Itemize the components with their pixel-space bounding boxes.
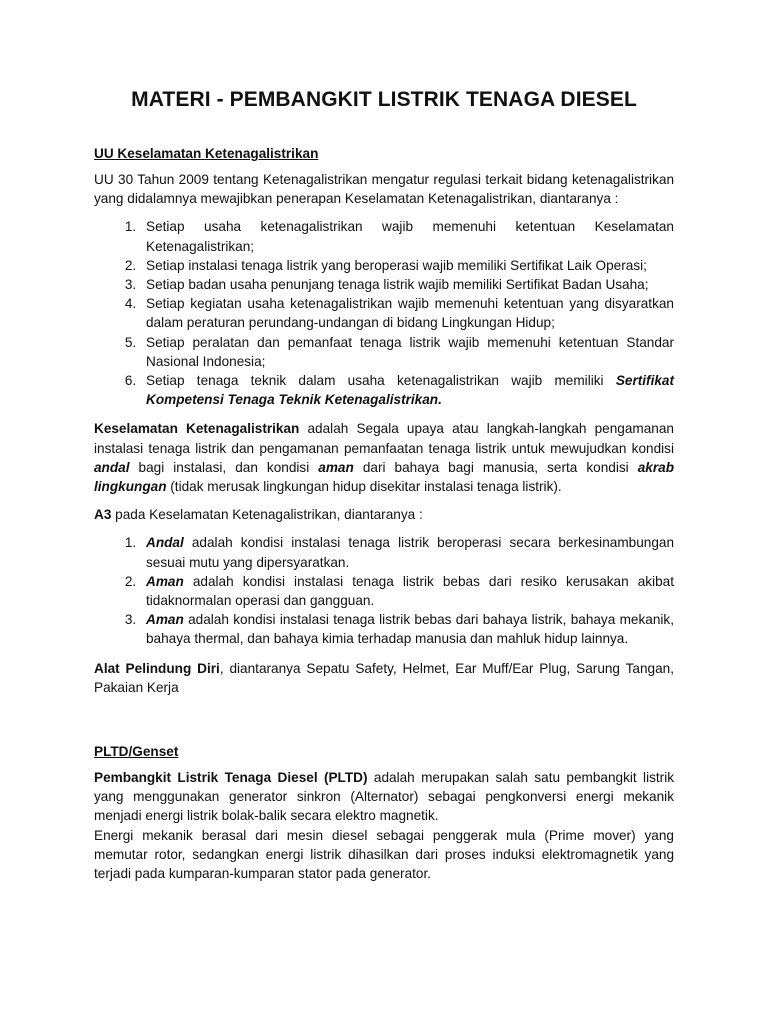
definition-text: adalah Segala upaya atau langkah-langkah pengamanan instalasi tenaga listrik dan pengamanan pemanfaatan tenaga listrik untuk mewujudkan kondisi bbox=[94, 421, 674, 456]
certificate-emphasis: Sertifikat Kompetensi Tenaga Teknik Ketenagalistrikan. bbox=[146, 373, 674, 408]
apd-text: , diantaranya Sepatu Safety, Helmet, Ear Muff/Ear Plug, Sarung Tangan, Pakaian Kerja bbox=[94, 660, 675, 695]
a3-term: A3 bbox=[94, 507, 112, 523]
definition-text: bagi instalasi, dan kondisi bbox=[129, 459, 319, 475]
list-item bbox=[140, 371, 674, 409]
list-item: 4. Setiap kegiatan usaha ketenagalistrikan wajib memenuhi ketentuan yang disyaratkan dalam peraturan perundang-undangan di bidang Lingkungan Hidup; bbox=[140, 294, 674, 332]
uu-intro-paragraph: UU 30 Tahun 2009 tentang Ketenagalistrikan mengatur regulasi terkait bidang ketenagalistrikan yang didalamnya mewajibkan penerapan Keselamatan Ketenagalistrikan, diantaranya : bbox=[94, 172, 674, 207]
pltd-text: adalah merupakan salah satu pembangkit listrik yang menggunakan generator sinkron (Alternator) sebagai pengkonversi energi mekanik menjadi energi listrik bolak-balik secara elektro magnetik. bbox=[94, 770, 675, 824]
apd-paragraph bbox=[94, 659, 674, 697]
uu-obligations-list bbox=[94, 217, 674, 409]
section-heading-pltd: PLTD/Genset bbox=[94, 744, 179, 760]
section-spacer bbox=[94, 706, 674, 744]
a3-item-text: adalah kondisi instalasi tenaga listrik bebas dari bahaya listrik, bahaya mekanik, bahaya thermal, dan bahaya kimia terhadap manusia dan mahluk hidup lainnya. bbox=[146, 612, 674, 647]
pltd-definition-paragraph bbox=[94, 768, 674, 826]
keselamatan-definition-paragraph bbox=[94, 419, 674, 496]
energy-paragraph: Energi mekanik berasal dari mesin diesel sebagai penggerak mula (Prime mover) yang memutar rotor, sedangkan energi listrik dihasilkan dari proses induksi elektromagnetik yang terjadi pada kumparan-kumparan stator pada generator. bbox=[94, 827, 674, 882]
document-title: MATERI - PEMBANGKIT LISTRIK TENAGA DIESEL bbox=[131, 88, 637, 111]
a3-item-text: adalah kondisi instalasi tenaga listrik beroperasi secara berkesinambungan sesuai mutu yang dipersyaratkan. bbox=[146, 535, 674, 570]
section-heading-uu: UU Keselamatan Ketenagalistrikan bbox=[94, 146, 319, 161]
a3-item-term: Aman bbox=[146, 612, 184, 628]
list-item bbox=[140, 572, 674, 610]
andal-emphasis: andal bbox=[94, 459, 130, 475]
apd-term: Alat Pelindung Diri bbox=[94, 660, 220, 676]
list-item: 3. Setiap badan usaha penunjang tenaga listrik wajib memiliki Sertifikat Badan Usaha; bbox=[140, 275, 674, 294]
a3-intro-paragraph bbox=[94, 505, 674, 524]
list-item bbox=[140, 533, 674, 571]
a3-item-text: adalah kondisi instalasi tenaga listrik bebas dari resiko kerusakan akibat tidaknormalan operasi dan gangguan. bbox=[146, 573, 674, 609]
definition-term: Keselamatan Ketenagalistrikan bbox=[94, 421, 300, 437]
a3-item-term: Aman bbox=[146, 573, 184, 589]
list-item-text: Setiap tenaga teknik dalam usaha ketenagalistrikan wajib memiliki bbox=[146, 373, 616, 389]
a3-list bbox=[94, 533, 674, 648]
a3-text: pada Keselamatan Ketenagalistrikan, diantaranya : bbox=[111, 507, 423, 523]
list-item: 2. Setiap instalasi tenaga listrik yang beroperasi wajib memiliki Sertifikat Laik Operasi; bbox=[140, 256, 674, 275]
list-item: 1. Setiap usaha ketenagalistrikan wajib memenuhi ketentuan Keselamatan Ketenagalistrikan; bbox=[140, 217, 674, 255]
definition-text: dari bahaya bagi manusia, serta kondisi bbox=[353, 459, 638, 475]
pltd-term: Pembangkit Listrik Tenaga Diesel (PLTD) bbox=[94, 770, 368, 786]
list-item bbox=[140, 610, 674, 648]
definition-text: (tidak merusak lingkungan hidup disekitar instalasi tenaga listrik). bbox=[166, 479, 562, 495]
a3-item-term: Andal bbox=[146, 535, 184, 551]
akrab-lingkungan-emphasis: akrab lingkungan bbox=[94, 459, 674, 495]
list-item: 5. Setiap peralatan dan pemanfaat tenaga listrik wajib memenuhi ketentuan Standar Nasional Indonesia; bbox=[140, 333, 674, 371]
aman-emphasis: aman bbox=[318, 459, 354, 475]
